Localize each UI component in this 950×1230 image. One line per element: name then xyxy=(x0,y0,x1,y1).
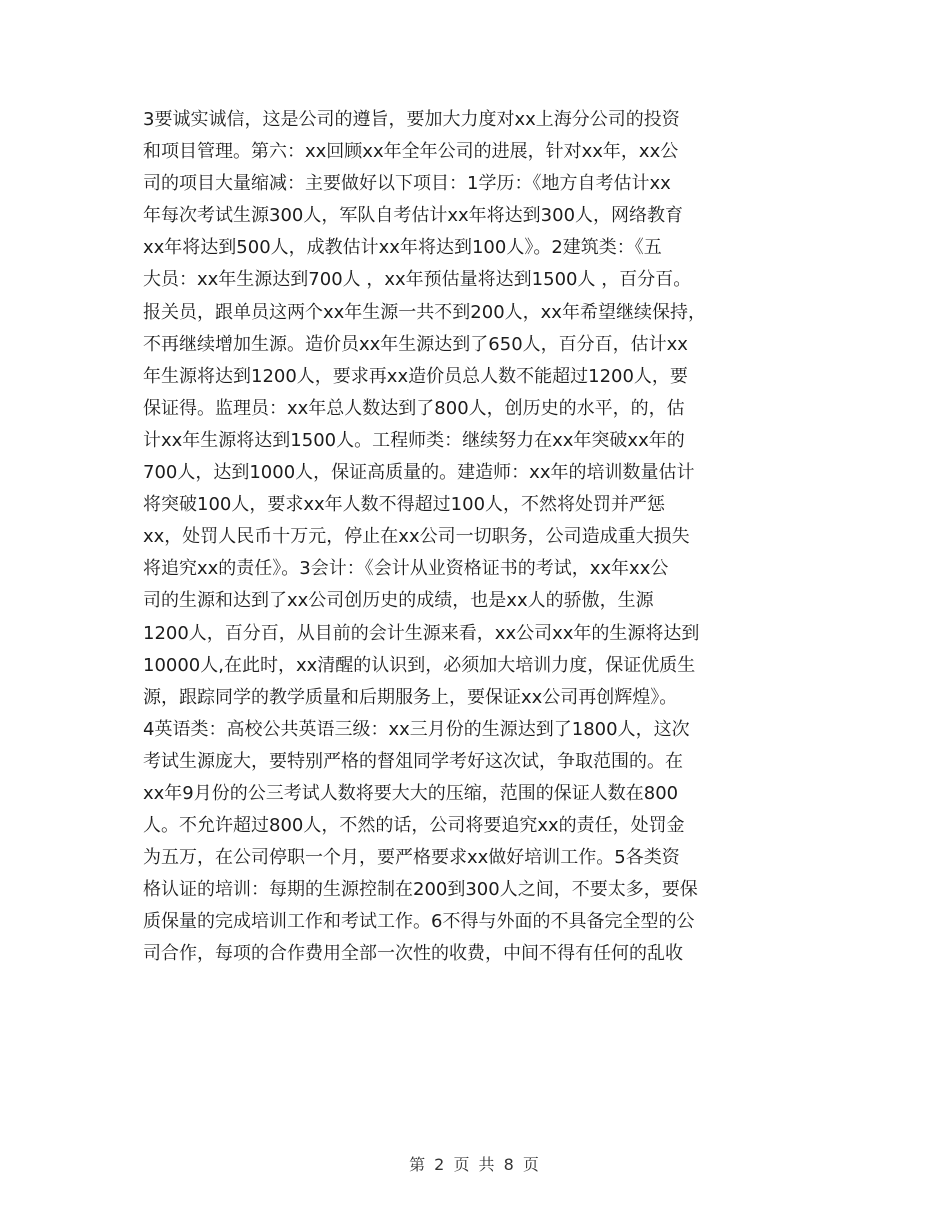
text-line: 源，跟踪同学的教学质量和后期服务上，要保证xx公司再创辉煌》。 xyxy=(143,686,678,708)
text-line: 3要诚实诚信，这是公司的遵旨，要加大力度对xx上海分公司的投资 xyxy=(143,109,680,130)
page-footer xyxy=(0,1152,950,1175)
text-line: 保证得。监理员：xx年总人数达到了800人，创历史的水平，的，估 xyxy=(143,397,685,419)
text-line: 10000人,在此时，xx清醒的认识到，必须加大培训力度，保证优质生 xyxy=(143,654,696,676)
text-line: xx，处罚人民币十万元，停止在xx公司一切职务，公司造成重大损失 xyxy=(143,526,690,548)
text-line: 报关员，跟单员这两个xx年生源一共不到200人，xx年希望继续保持， xyxy=(143,301,706,323)
text-line: xx年9月份的公三考试人数将要大大的压缩，范围的保证人数在800 xyxy=(143,782,679,804)
text-line: 700人，达到1000人，保证高质量的。建造师：xx年的培训数量估计 xyxy=(143,462,695,484)
text-line: 格认证的培训：每期的生源控制在200到300人之间，不要太多，要保 xyxy=(143,879,698,901)
text-line: 年每次考试生源300人，军队自考估计xx年将达到300人，网络教育 xyxy=(143,205,684,227)
text-line: 不再继续增加生源。造价员xx年生源达到了650人，百分百，估计xx xyxy=(143,333,688,355)
text-line: 年生源将达到1200人，要求再xx造价员总人数不能超过1200人，要 xyxy=(143,365,688,387)
text-line: 1200人，百分百，从目前的会计生源来看，xx公司xx年的生源将达到 xyxy=(143,622,700,644)
body-text xyxy=(143,104,813,971)
text-line: 司的生源和达到了xx公司创历史的成绩，也是xx人的骄傲，生源 xyxy=(143,590,654,612)
text-line: 考试生源庞大，要特别严格的督俎同学考好这次试，争取范围的。在 xyxy=(143,750,683,772)
page-number: 第 2 页 共 8 页 xyxy=(409,1155,541,1174)
text-line: 为五万，在公司停职一个月，要严格要求xx做好培训工作。5各类资 xyxy=(143,847,680,869)
text-line: 和项目管理。第六：xx回顾xx年全年公司的进展，针对xx年，xx公 xyxy=(143,141,679,163)
text-line: 将突破100人，要求xx年人数不得超过100人，不然将处罚并严惩 xyxy=(143,494,666,516)
text-line: 大员：xx年生源达到700人 ，xx年预估量将达到1500人 ，百分百。 xyxy=(143,269,692,291)
text-line: 将追究xx的责任》。3会计：《会计从业资格证书的考试，xx年xx公 xyxy=(143,558,669,580)
text-line: 人。不允许超过800人，不然的话，公司将要追究xx的责任，处罚金 xyxy=(143,815,685,837)
text-line: xx年将达到500人，成教估计xx年将达到100人》。2建筑类：《五 xyxy=(143,237,662,259)
text-line: 司合作，每项的合作费用全部一次性的收费，中间不得有任何的乱收 xyxy=(143,943,683,965)
text-line: 4英语类：高校公共英语三级：xx三月份的生源达到了1800人，这次 xyxy=(143,718,690,740)
text-line: 计xx年生源将达到1500人。工程师类：继续努力在xx年突破xx年的 xyxy=(143,429,685,451)
text-line: 司的项目大量缩减：主要做好以下项目：1学历：《地方自考估计xx xyxy=(143,173,671,195)
text-line: 质保量的完成培训工作和考试工作。6不得与外面的不具备完全型的公 xyxy=(143,911,695,933)
